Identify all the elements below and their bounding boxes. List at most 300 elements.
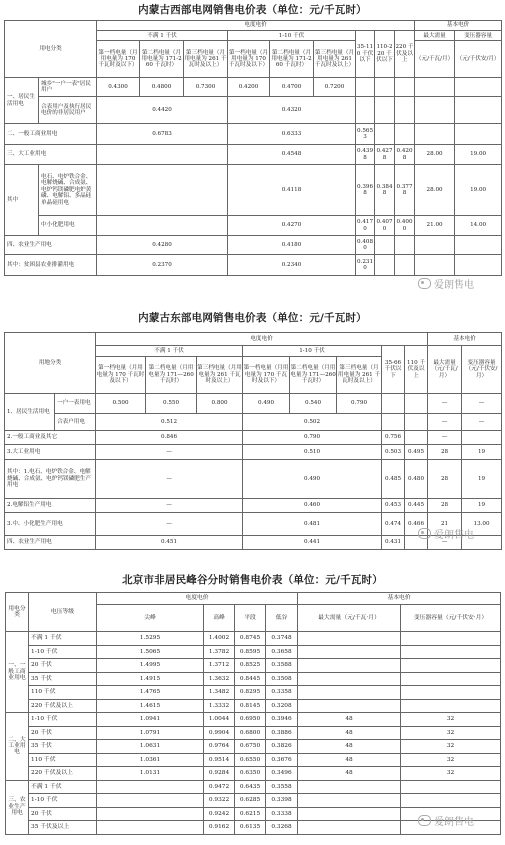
price-cell: 0.8595 [235, 645, 266, 659]
cell: — [96, 513, 243, 536]
price-cell: 1.4002 [204, 632, 235, 646]
table-row [6, 699, 501, 713]
max-demand-cell [298, 780, 401, 794]
voltage-level: 20 千伏 [29, 807, 97, 821]
cell [415, 236, 455, 255]
transformer-cell [401, 686, 501, 700]
cell: 0.5653 [356, 124, 375, 145]
max-demand-cell [298, 821, 401, 835]
price-cell: 0.3508 [266, 672, 298, 686]
cell: 19.00 [455, 145, 502, 165]
price-cell: 0.9904 [204, 726, 235, 740]
cell [97, 216, 228, 236]
cell: 0.4548 [228, 145, 356, 165]
cell [405, 394, 428, 414]
cell: — [428, 431, 462, 445]
cell [455, 97, 502, 124]
cell: 19 [462, 499, 502, 513]
cell: 28 [428, 499, 462, 513]
price-cell: 0.6435 [235, 780, 266, 794]
price-cell [97, 821, 204, 835]
table-row [6, 659, 501, 673]
cell: 19 [462, 445, 502, 460]
max-demand-cell: 48 [298, 767, 401, 781]
price-cell: 1.0791 [97, 726, 204, 740]
header-energy-price: 电度电价 [97, 593, 298, 605]
price-cell: 0.6550 [235, 753, 266, 767]
price-cell: 0.8745 [235, 632, 266, 646]
cell: 0.460 [243, 499, 382, 513]
max-demand-cell [298, 645, 401, 659]
price-cell: 1.3712 [204, 659, 235, 673]
cell: 0.2370 [97, 255, 228, 276]
cell: 0.474 [382, 513, 405, 536]
cell: 0.503 [382, 445, 405, 460]
cell [455, 78, 502, 97]
price-cell [97, 794, 204, 808]
row-label: 合表户用电 [55, 414, 96, 431]
price-cell: 1.3332 [204, 699, 235, 713]
header-1-10kv: 1-10 千伏 [243, 346, 382, 357]
cell: 0.4070 [375, 216, 395, 236]
wechat-icon [418, 528, 431, 539]
header-tier3: 第三档电量（月用电量为 261 千瓦时及以上） [314, 41, 356, 78]
cell: 0.453 [382, 499, 405, 513]
price-cell: 0.9162 [204, 821, 235, 835]
price-cell [97, 807, 204, 821]
transformer-cell [401, 645, 501, 659]
cell: 28 [428, 460, 462, 499]
wechat-icon [418, 815, 431, 826]
max-demand-cell [298, 659, 401, 673]
cell [356, 97, 375, 124]
price-cell: 0.3748 [266, 632, 298, 646]
voltage-level: 20 千伏 [29, 726, 97, 740]
cell: 0.490 [243, 394, 290, 414]
cell: 0.6783 [97, 124, 228, 145]
table-row [6, 686, 501, 700]
cell: 0.4180 [228, 236, 356, 255]
cell: — [96, 499, 243, 513]
row-label: 3.大工业用电 [5, 445, 96, 460]
voltage-level: 35 千伏及以上 [29, 821, 97, 835]
cell: 0.4300 [97, 78, 140, 97]
row-label: 城乡"一户一表"居民用户 [39, 78, 97, 97]
wechat-icon [418, 278, 431, 289]
table-row [6, 780, 501, 794]
cell: 0.4200 [228, 78, 270, 97]
voltage-level: 1-10 千伏 [29, 713, 97, 727]
header-voltage: 电压等级 [29, 593, 97, 632]
cell: 0.431 [382, 536, 405, 550]
row-label: 二、一般工商业用电 [5, 124, 97, 145]
price-cell: 0.9284 [204, 767, 235, 781]
header-transformer: 变压器容量（元/千伏安/月） [462, 346, 502, 394]
header-max-demand: 最大需量 [415, 31, 455, 41]
header-tier1: 第一档电量（月用电量为 170 千瓦时及以下） [243, 357, 290, 394]
table-row [6, 794, 501, 808]
max-demand-cell [298, 699, 401, 713]
cell: 19.00 [455, 165, 502, 216]
price-cell: 0.3338 [266, 807, 298, 821]
cell [375, 124, 395, 145]
price-cell: 0.3268 [266, 821, 298, 835]
row-label: 一户一表用电 [55, 394, 96, 414]
voltage-level: 110 千伏 [29, 753, 97, 767]
cell: 0.7200 [314, 78, 356, 97]
header-tier3: 第三档电量（月用电量为 261 千瓦时及以上） [184, 41, 228, 78]
max-demand-cell [298, 672, 401, 686]
table-row [6, 740, 501, 754]
header-flat: 平段 [235, 605, 266, 632]
price-cell: 0.6950 [235, 713, 266, 727]
max-demand-cell [298, 794, 401, 808]
transformer-cell [401, 632, 501, 646]
max-demand-cell: 48 [298, 726, 401, 740]
cell [395, 236, 415, 255]
transformer-cell [401, 794, 501, 808]
price-cell: 0.8295 [235, 686, 266, 700]
watermark [418, 813, 474, 828]
header-sharp-peak: 尖峰 [97, 605, 204, 632]
cell [455, 124, 502, 145]
cell: 0.2310 [356, 255, 375, 276]
watermark [418, 526, 474, 541]
voltage-level: 220 千伏及以上 [29, 767, 97, 781]
cell: — [96, 460, 243, 499]
table-row [6, 726, 501, 740]
cell [455, 255, 502, 276]
header-tier2: 第二档电量（月用电量为 171—260 千瓦时） [146, 357, 197, 394]
cell: 0.4000 [395, 216, 415, 236]
header-110kv-up: 110 千伏及以上 [405, 346, 428, 394]
header-1-10kv: 1-10 千伏 [228, 31, 356, 41]
cell [97, 145, 228, 165]
cell [415, 255, 455, 276]
price-cell: 1.0131 [97, 767, 204, 781]
cell: 0.490 [243, 460, 382, 499]
cell: 0.3848 [375, 165, 395, 216]
voltage-level: 不满 1 千伏 [29, 780, 97, 794]
beijing-price-table [5, 592, 501, 835]
header-tier3: 第三档电量（月用电量为 261 千瓦时及以上） [197, 357, 243, 394]
watermark [418, 276, 474, 291]
price-cell: 0.3826 [266, 740, 298, 754]
max-demand-cell: 48 [298, 753, 401, 767]
row-label: 中小化肥用电 [39, 216, 97, 236]
cell: 0.512 [96, 414, 243, 431]
price-cell: 1.3632 [204, 672, 235, 686]
header-tier2: 第二档电量（月用电量为 171-260 千瓦时） [270, 41, 314, 78]
row-group-residential: 1、居民生活用电 [5, 394, 55, 431]
header-max-demand: 最大需量（元/千瓦·月） [298, 605, 401, 632]
header-35-110kv: 35-110 千伏以下 [356, 31, 375, 78]
cell [462, 431, 502, 445]
header-category: 用地分类 [5, 333, 96, 394]
cell [375, 97, 395, 124]
header-220kv-up: 220 千伏及以上 [395, 31, 415, 78]
price-cell: 0.6135 [235, 821, 266, 835]
price-cell: 1.0044 [204, 713, 235, 727]
cell: 0.2340 [228, 255, 356, 276]
max-demand-cell [298, 632, 401, 646]
price-cell: 0.3496 [266, 767, 298, 781]
transformer-cell: 32 [401, 767, 501, 781]
cell: — [462, 394, 502, 414]
row-group-among: 其中 [5, 165, 39, 236]
cell [415, 97, 455, 124]
cell: 0.500 [96, 394, 146, 414]
cell: — [428, 394, 462, 414]
max-demand-cell [298, 686, 401, 700]
cell: 0.800 [197, 394, 243, 414]
price-cell: 0.3946 [266, 713, 298, 727]
cell: 0.4080 [356, 236, 375, 255]
cell: 0.4320 [228, 97, 356, 124]
cell: 0.4270 [228, 216, 356, 236]
price-cell: 1.0631 [97, 740, 204, 754]
price-cell: 0.9322 [204, 794, 235, 808]
cell: 0.4700 [270, 78, 314, 97]
price-cell: 0.3558 [266, 780, 298, 794]
cell: 0.7300 [184, 78, 228, 97]
cell: 19 [462, 460, 502, 499]
voltage-level: 1-10 千伏 [29, 794, 97, 808]
header-energy-price: 电度电价 [97, 21, 415, 31]
price-cell: 0.3658 [266, 645, 298, 659]
cell: 28.00 [415, 165, 455, 216]
transformer-cell [401, 672, 501, 686]
price-cell: 1.5295 [97, 632, 204, 646]
header-basic-price: 基本电价 [428, 333, 502, 346]
cell [415, 124, 455, 145]
price-cell: 1.0941 [97, 713, 204, 727]
cell: 0.756 [382, 431, 405, 445]
cell: 0.480 [405, 460, 428, 499]
row-label: 其中：贫困县农业排灌用电 [5, 255, 97, 276]
cell: 0.4208 [395, 145, 415, 165]
price-cell: 0.3886 [266, 726, 298, 740]
header-tier1: 第一档电量（月用电量为 170 千瓦时及以下） [96, 357, 146, 394]
cell: — [462, 414, 502, 431]
price-cell: 0.6800 [235, 726, 266, 740]
cell: 0.502 [243, 414, 382, 431]
row-label: 三、大工业用电 [5, 145, 97, 165]
cell: 0.540 [290, 394, 337, 414]
cell [395, 78, 415, 97]
table-row [6, 767, 501, 781]
price-cell: 0.8525 [235, 659, 266, 673]
max-demand-cell: 48 [298, 713, 401, 727]
row-label: 合表用户及执行居民电价的非居民用户 [39, 97, 97, 124]
price-cell [97, 780, 204, 794]
voltage-level: 1-10 千伏 [29, 645, 97, 659]
cell: — [428, 536, 462, 550]
cell: 0.550 [146, 394, 197, 414]
header-under-1kv: 不满 1 千伏 [96, 346, 243, 357]
cell: 0.451 [96, 536, 243, 550]
cell [382, 414, 405, 431]
price-cell: 0.8145 [235, 699, 266, 713]
header-tier1: 第一档电量（月用电量为 170 千瓦时及以下） [97, 41, 140, 78]
cell: 0.4118 [228, 165, 356, 216]
header-unit-tc: （元/千伏安/月） [455, 41, 502, 78]
header-tier2: 第二档电量（月用电量为 171-260 千瓦时） [140, 41, 184, 78]
cell: 0.846 [96, 431, 243, 445]
cell [405, 414, 428, 431]
voltage-level: 20 千伏 [29, 659, 97, 673]
cell [395, 255, 415, 276]
price-cell: 0.3398 [266, 794, 298, 808]
cell: 0.466 [405, 513, 428, 536]
row-label: 四、农业生产用电 [5, 536, 96, 550]
cell: 0.481 [243, 513, 382, 536]
header-peak: 高峰 [204, 605, 235, 632]
cell: 14.00 [455, 216, 502, 236]
west-table-title: 内蒙古西部电网销售电价表（单位：元/千瓦时） [138, 4, 367, 16]
row-label: 其中：1.电石、电炉铁合金、电解烧碱、合成氨、电炉钙镁磷肥生产用电 [5, 460, 96, 499]
header-110-220kv: 110-220 千伏以下 [375, 31, 395, 78]
header-tier3: 第三档电量（月用电量为 261 千瓦时及以上） [337, 357, 382, 394]
row-group-label: 二、大工业用电 [6, 713, 29, 781]
transformer-cell: 32 [401, 713, 501, 727]
header-category: 用电分类 [5, 21, 97, 78]
cell: 0.790 [243, 431, 382, 445]
header-category: 用电分类 [6, 593, 29, 632]
header-under-1kv: 不满 1 千伏 [97, 31, 228, 41]
cell: — [96, 445, 243, 460]
row-group-residential: 一、居民生活用电 [5, 78, 39, 124]
east-price-table [4, 332, 502, 550]
beijing-table-title: 北京市非居民峰谷分时销售电价表（单位：元/千瓦时） [122, 574, 383, 586]
price-cell: 0.3676 [266, 753, 298, 767]
price-cell: 1.4915 [97, 672, 204, 686]
price-cell: 1.3482 [204, 686, 235, 700]
cell: 0.4420 [97, 97, 228, 124]
price-cell: 1.4995 [97, 659, 204, 673]
max-demand-cell: 48 [298, 740, 401, 754]
cell [455, 236, 502, 255]
header-transformer: 变压器容量 [455, 31, 502, 41]
table-row [6, 632, 501, 646]
header-transformer: 变压器容量（元/千伏安·月） [401, 605, 501, 632]
cell: 0.4278 [375, 145, 395, 165]
table-row [6, 713, 501, 727]
cell: 28.00 [415, 145, 455, 165]
row-group-label: 一、一般工商业用电 [6, 632, 29, 713]
cell: 0.4170 [356, 216, 375, 236]
table-row [6, 753, 501, 767]
transformer-cell [401, 780, 501, 794]
cell: 28 [428, 445, 462, 460]
cell [375, 255, 395, 276]
header-energy-price: 电度电价 [96, 333, 428, 346]
row-label: 3.中、小化肥生产用电 [5, 513, 96, 536]
table-row [6, 645, 501, 659]
transformer-cell [401, 659, 501, 673]
cell: 0.4398 [356, 145, 375, 165]
price-cell: 1.3782 [204, 645, 235, 659]
cell [375, 78, 395, 97]
watermark-text: 爱朗售电 [434, 817, 474, 828]
row-label: 2.电解铝生产用电 [5, 499, 96, 513]
cell: 0.445 [405, 499, 428, 513]
voltage-level: 不满 1 千伏 [29, 632, 97, 646]
cell [405, 431, 428, 445]
header-max-demand: 最大需量（元/千瓦/月） [428, 346, 462, 394]
cell: 13.00 [462, 513, 502, 536]
cell: 0.4280 [97, 236, 228, 255]
price-cell: 0.6215 [235, 807, 266, 821]
price-cell: 0.6285 [235, 794, 266, 808]
header-unit-md: （元/千瓦/月） [415, 41, 455, 78]
watermark-text: 爱朗售电 [434, 530, 474, 541]
cell: 0.495 [405, 445, 428, 460]
west-price-table [4, 20, 502, 276]
voltage-level: 110 千伏 [29, 686, 97, 700]
price-cell: 1.4615 [97, 699, 204, 713]
voltage-level: 35 千伏 [29, 672, 97, 686]
max-demand-cell [298, 807, 401, 821]
cell: 0.441 [243, 536, 382, 550]
price-cell: 0.6750 [235, 740, 266, 754]
header-tier2: 第二档电量（月用电量为 171—260 千瓦时） [290, 357, 337, 394]
header-tier1: 第一档电量（月用电量为 170 千瓦时及以下） [228, 41, 270, 78]
voltage-level: 35 千伏 [29, 740, 97, 754]
price-cell: 0.3358 [266, 686, 298, 700]
cell: 0.3778 [395, 165, 415, 216]
cell: — [428, 414, 462, 431]
cell: 0.3968 [356, 165, 375, 216]
table-row [6, 672, 501, 686]
transformer-cell: 32 [401, 753, 501, 767]
price-cell: 1.4765 [97, 686, 204, 700]
price-cell: 0.9514 [204, 753, 235, 767]
watermark-text: 爱朗售电 [434, 280, 474, 291]
cell [356, 78, 375, 97]
transformer-cell [401, 699, 501, 713]
row-group-label: 三、农业生产用电 [6, 780, 29, 834]
cell: 0.6333 [228, 124, 356, 145]
cell [375, 236, 395, 255]
price-cell: 0.8445 [235, 672, 266, 686]
cell [395, 124, 415, 145]
voltage-level: 220 千伏及以上 [29, 699, 97, 713]
cell [382, 394, 405, 414]
header-35-66kv: 35-66 千伏以下 [382, 346, 405, 394]
transformer-cell: 32 [401, 740, 501, 754]
row-label: 四、农业生产用电 [5, 236, 97, 255]
price-cell: 0.3208 [266, 699, 298, 713]
transformer-cell: 32 [401, 726, 501, 740]
price-cell: 1.0361 [97, 753, 204, 767]
cell [97, 165, 228, 216]
cell: 21 [428, 513, 462, 536]
header-basic-price: 基本电价 [298, 593, 501, 605]
cell: 21.00 [415, 216, 455, 236]
price-cell: 0.3588 [266, 659, 298, 673]
cell: 0.790 [337, 394, 382, 414]
price-cell: 0.6350 [235, 767, 266, 781]
row-label: 电石、电炉铁合金、电解烧碱、合成氨、电炉钙镁磷肥电炉黄磷、电解铝、多晶硅单晶硅用电 [39, 165, 97, 216]
price-cell: 0.9764 [204, 740, 235, 754]
price-cell: 0.9242 [204, 807, 235, 821]
row-label: 2.一般工商业及其它 [5, 431, 96, 445]
east-table-title: 内蒙古东部电网销售电价表（单位：元/千瓦时） [138, 312, 367, 324]
price-cell: 1.5065 [97, 645, 204, 659]
cell [415, 78, 455, 97]
cell [395, 97, 415, 124]
